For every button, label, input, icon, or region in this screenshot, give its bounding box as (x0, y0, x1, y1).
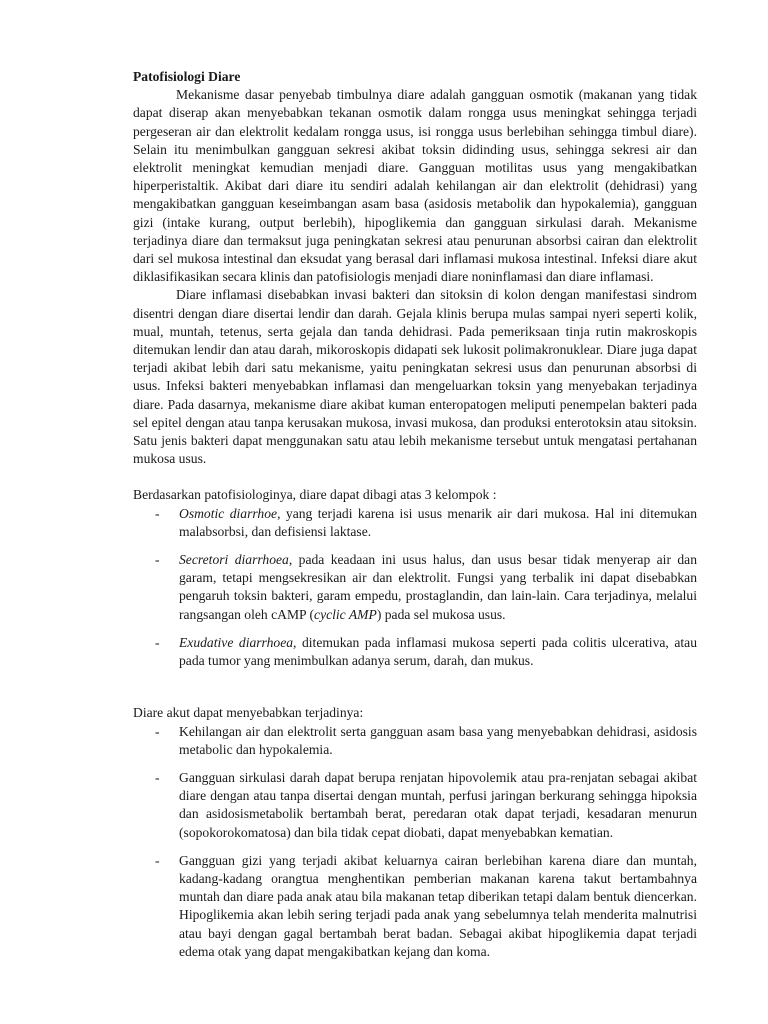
term-cyclic-amp: cyclic AMP (314, 606, 377, 622)
dash-bullet: - (155, 769, 160, 785)
dash-bullet: - (155, 634, 160, 650)
dash-bullet: - (155, 723, 160, 739)
section-title: Patofisiologi Diare (133, 69, 241, 84)
list-item (133, 551, 697, 624)
spacer (133, 680, 697, 704)
item-text-end: ) pada sel mukosa usus. (376, 606, 506, 622)
paragraph-inflammatory: Diare inflamasi disebabkan invasi bakteri dan sitoksin di kolon dengan manifestasi sindrom disentri dengan diare disertai lendir dan darah. Gejala klinis berupa mulas sampai nyeri seperti kolik, mual, muntah, tetenus, serta gejala dan tanda dehidrasi. Pada pemeriksaan tinja rutin makroskopis ditemukan lendir dan atau darah, mikoroskopis didapati sek lukosit polimakronuklear. Diare juga dapat terjadi akibat lebih dari satu mekanisme, yaitu peningkatan sekresi usus dan penurunan absorbsi di usus. Infeksi bakteri menyebabkan inflamasi dan mengeluarkan toksin yang menyebakan terjadinya diare. Pada dasarnya, mekanisme diare akibat kuman enteropatogen meliputi penempelan bakteri pada sel epitel dengan atau tanpa kerusakan mukosa, invasi mukosa, dan produksi enterotoksin atau sitoksin. Satu jenis bakteri dapat menggunakan satu atau lebih mekanisme tersebut untuk mengatasi pertahanan mukosa usus. (133, 287, 697, 467)
spacer (133, 468, 697, 486)
list-item (133, 634, 697, 670)
list-item (133, 769, 697, 842)
term-exudative: Exudative diarrhoea (179, 634, 294, 650)
term-secretory: Secretori diarrhoea (179, 552, 289, 568)
document-body (133, 68, 697, 971)
effects-intro: Diare akut dapat menyebabkan terjadinya: (133, 705, 364, 721)
term-osmotic: Osmotic diarrhoe (179, 505, 278, 521)
dash-bullet: - (155, 505, 160, 521)
paragraph-mechanism: Mekanisme dasar penyebab timbulnya diare adalah gangguan osmotik (makanan yang tidak dapat diserap akan menyebabkan tekanan osmotik dalam rongga usus meningkat sehingga terjadi pergeseran air dan elektrolit kedalam rongga usus, isi rongga usus berlebihan sehingga timbul diare). Selain itu menimbulkan gangguan sekresi akibat toksin didinding usus, sehingga sekresi air dan elektrolit meningkat kemudian menjadi diare. Gangguan motilitas usus yang mengakibatkan hiperperistaltik. Akibat dari diare itu sendiri adalah kehilangan air dan elektrolit (dehidrasi) yang mengakibatkan gangguan keseimbangan asam basa (asidosis metabolik dan hypokalemia), gangguan gizi (intake kurang, output berlebih), hipoglikemia dan gangguan sirkulasi darah. Mekanisme terjadinya diare dan termaksut juga peningkatan sekresi atau penurunan absorbsi cairan dan elektrolit dari sel mukosa intestinal dan eksudat yang berasal dari inflamasi mukosa intestinal. Infeksi diare akut diklasifikasikan secara klinis dan patofisiologis menjadi diare noninflamasi dan diare inflamasi. (133, 87, 697, 285)
list-item (133, 852, 697, 961)
item-text: Gangguan sirkulasi darah dapat berupa renjatan hipovolemik atau pra-renjatan sebagai akibat diare dengan atau tanpa disertai dengan muntah, perfusi jaringan berkurang sehingga hipoksia dan asidosismetabolik bertambah berat, peredaran otak dapat terjadi, kesadaran menurun (sopokorokomatosa) dan bila tidak cepat diobati, dapat menyebabkan kematian. (179, 769, 697, 840)
list-item (133, 723, 697, 759)
item-text: Kehilangan air dan elektrolit serta gangguan asam basa yang menyebabkan dehidrasi, asidosis metabolic dan hypokalemia. (179, 723, 697, 757)
dash-bullet: - (155, 552, 160, 568)
classification-intro: Berdasarkan patofisiologinya, diare dapat dibagi atas 3 kelompok : (133, 487, 497, 503)
dash-bullet: - (155, 852, 160, 868)
item-text: Gangguan gizi yang terjadi akibat keluarnya cairan berlebihan karena diare dan muntah, kadang-kadang orangtua menghentikan pemberian makanan karena takut bertambahnya muntah dan diare pada anak atau bila makanan tetap diberikan tetapi dalam bentuk diencerkan. Hipoglikemia akan lebih sering terjadi pada anak yang sebelumnya telah menderita malnutrisi atau bayi dengan gagal bertambah berat badan. Sebagai akibat hipoglikemia dapat terjadi edema otak yang dapat mengakibatkan kejang dan koma. (179, 852, 697, 959)
list-item (133, 505, 697, 541)
classification-list (133, 505, 697, 671)
item-text: , pada keadaan ini usus halus, dan usus besar tidak menyerap air dan garam, tetapi mengsekresikan air dan elektrolit. Fungsi yang terbalik ini dapat disebabkan pengaruh toksin bakteri, garam empedu, prostaglandin, dan lain-lain. Cara terjadinya, melalui rangsangan oleh cAMP ( (179, 552, 698, 622)
item-text: , yang terjadi karena isi usus menarik air dari mukosa. Hal ini ditemukan malabsorbsi, dan defisiensi laktase. (179, 505, 698, 539)
item-text: , ditemukan pada inflamasi mukosa seperti pada colitis ulcerativa, atau pada tumor yang menimbulkan adanya serum, darah, dan mukus. (179, 634, 697, 669)
effects-list (133, 723, 697, 961)
